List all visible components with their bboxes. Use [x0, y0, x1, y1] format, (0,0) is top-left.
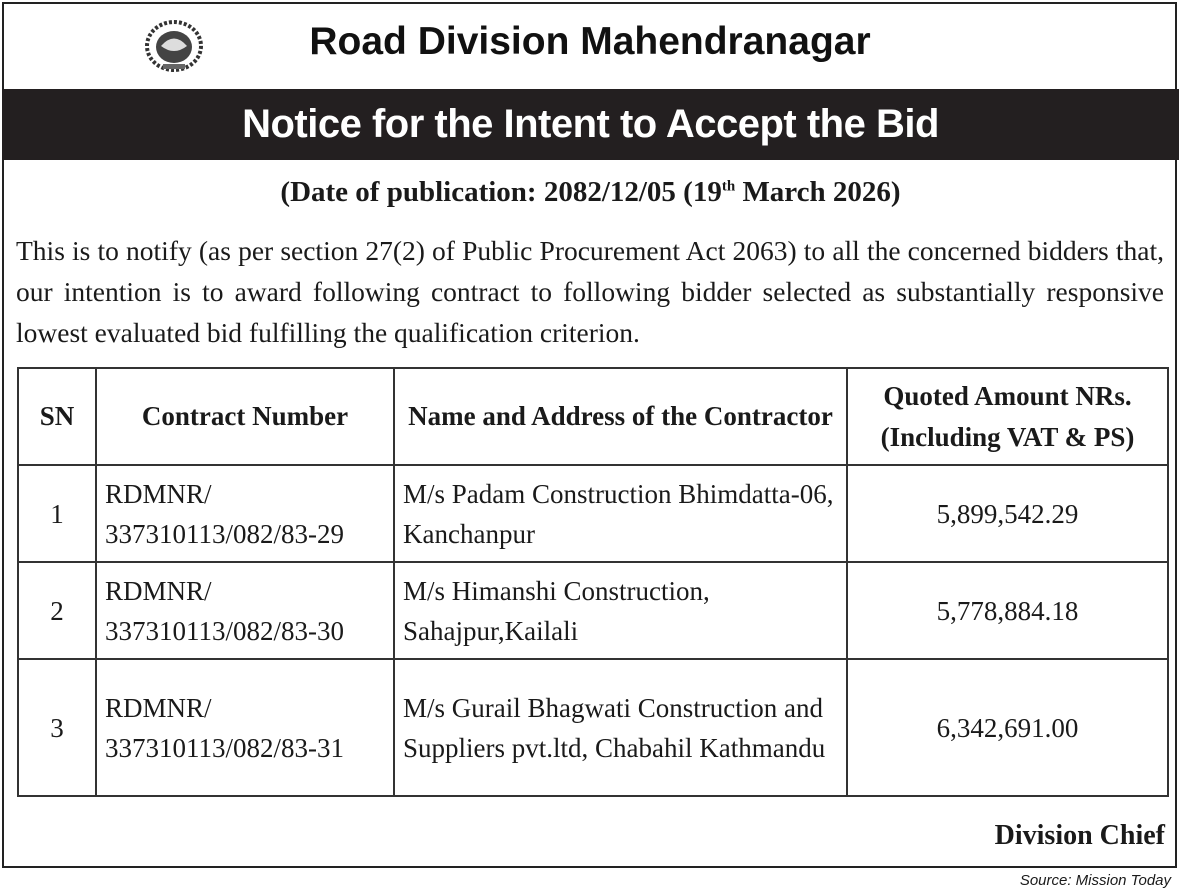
signature: Division Chief: [994, 820, 1165, 851]
cell-amount: 5,899,542.29: [847, 465, 1168, 562]
cell-contractor: M/s Gurail Bhagwati Construction and Suppliers pvt.ltd, Chabahil Kathmandu: [394, 659, 847, 796]
source-credit: Source: Mission Today: [1019, 872, 1171, 889]
cell-contract: RDMNR/ 337310113/082/83-29: [96, 465, 394, 562]
cell-sn: 1: [18, 465, 96, 562]
table-row: [18, 562, 1168, 659]
cell-sn: 2: [18, 562, 96, 659]
cell-amount: 5,778,884.18: [847, 562, 1168, 659]
header-sn: SN: [18, 368, 96, 465]
cell-sn: 3: [18, 659, 96, 796]
cell-contractor: M/s Himanshi Construction, Sahajpur,Kailali: [394, 562, 847, 659]
publication-date: [0, 176, 1181, 209]
header-amount: Quoted Amount NRs. (Including VAT & PS): [847, 368, 1168, 465]
table-header-row: [18, 368, 1168, 465]
date-sup: th: [721, 178, 736, 195]
date-suffix: March 2026): [735, 176, 901, 208]
table-row: [18, 659, 1168, 796]
date-prefix: (Date of publication: 2082/12/05 (19: [280, 176, 722, 208]
office-title: Road Division Mahendranagar: [309, 20, 871, 63]
notice-title: Notice for the Intent to Accept the Bid: [2, 89, 1179, 160]
header-contract-number: Contract Number: [96, 368, 394, 465]
cell-contractor: M/s Padam Construction Bhimdatta-06, Kanchanpur: [394, 465, 847, 562]
cell-amount: 6,342,691.00: [847, 659, 1168, 796]
government-emblem-icon: [143, 16, 205, 72]
header-contractor: Name and Address of the Contractor: [394, 368, 847, 465]
notice-paragraph: This is to notify (as per section 27(2) of Public Procurement Act 2063) to all the concerned bidders that, our intention is to award following contract to following bidder selected as substantially responsive lowest evaluated bid fulfilling the qualification criterion.: [16, 235, 1164, 348]
bid-table: [17, 367, 1169, 797]
cell-contract: RDMNR/ 337310113/082/83-31: [96, 659, 394, 796]
cell-contract: RDMNR/ 337310113/082/83-30: [96, 562, 394, 659]
table-row: [18, 465, 1168, 562]
